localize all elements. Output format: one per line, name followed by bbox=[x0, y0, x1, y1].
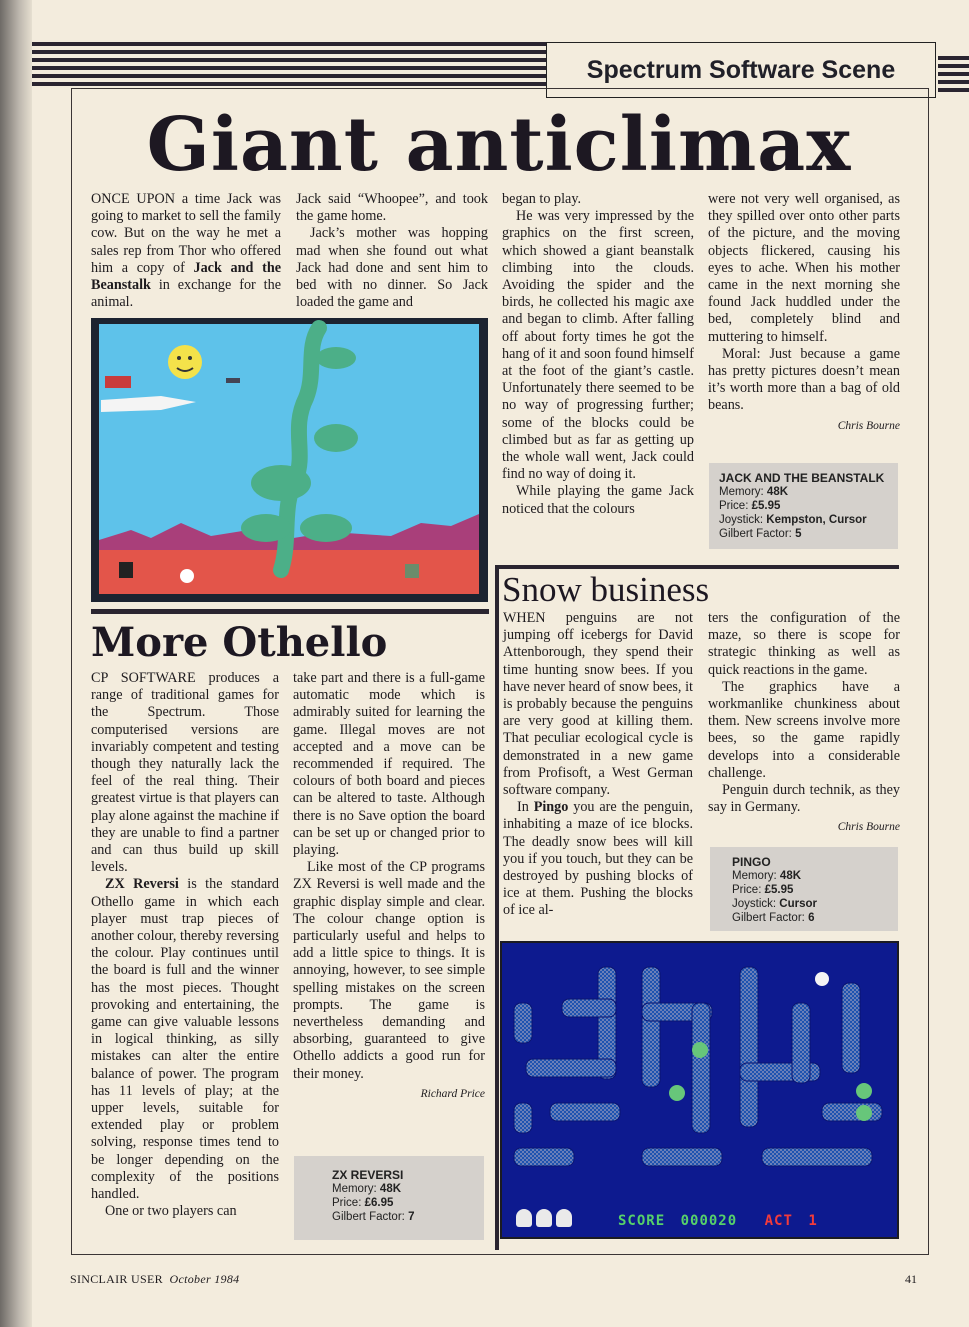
binding-shadow bbox=[0, 0, 32, 1327]
othello-game-name: ZX Reversi bbox=[105, 876, 179, 893]
penguin-life-icon bbox=[536, 1209, 552, 1227]
snow-p4: The graphics have a workmanlike chunkiness about them. New screens involve more bees, so the game rapidly develops into a considerable challenge. bbox=[708, 678, 900, 781]
pingo-box-title: PINGO bbox=[732, 855, 771, 869]
snow-heading: Snow business bbox=[502, 570, 710, 609]
othello-col-2 bbox=[293, 670, 485, 1103]
jack-p3: Jack’s mother was hopping mad when she found out what Jack had done and sent him to bed with no dinner. So Jack loaded the game and bbox=[296, 225, 488, 311]
jack-beanstalk-screenshot bbox=[91, 318, 488, 602]
header-stripes-right bbox=[938, 56, 969, 92]
snow-col-2 bbox=[708, 610, 900, 837]
footer-issue: October 1984 bbox=[169, 1272, 240, 1286]
pingo-screenshot bbox=[500, 941, 899, 1239]
jack-screen-art bbox=[91, 318, 488, 602]
score-value: 000020 bbox=[680, 1213, 738, 1229]
snow-col-1: WHEN penguins are not jumping off icebergs for David Attenborough, they spend their time hunting snow bees. If you have never heard of snow bees, it is probably because the penguins are very good at killing them. That peculiar ecological cycle is demonstrated in a new game from Profisoft, a West German software company. In Pingo you are the penguin, inhabiting a maze of ice blocks. The deadly snow bees will kill you if you touch, but they can be destroyed by pushing blocks of ice at them. Pushing the blocks of ice al- bbox=[503, 610, 693, 919]
snow-p2: you are the penguin, inhabiting a maze of ice blocks. The deadly snow bees will kill you if you touch, but they can be destroyed by pushing blocks of ice at them. Pushing the blocks of ice al- bbox=[503, 799, 693, 919]
jack-col-4 bbox=[708, 191, 900, 435]
othello-p2: is the standard Othello game in which each player must trap pieces of another colour, thereby reversing the colour. Play continues until the board is full and the winner has the most pieces. Thought provoking and entertaining, the game can give valuable lessons in logical thinking, as silly mistakes can alter the entire balance of power. The program has 11 levels of play; at the upper levels, suitable for extended play or problem solving, response times tend to be longer depending on the complexity of the positions handled. bbox=[91, 876, 280, 1203]
score-label: SCORE bbox=[618, 1213, 666, 1229]
jack-info-box: JACK AND THE BEANSTALK Memory: 48K Price: £5.95 Joystick: Kempston, Cursor Gilbert Factor: 5 bbox=[709, 463, 898, 549]
page-number: 41 bbox=[905, 1272, 917, 1286]
section-title: Spectrum Software Scene bbox=[546, 42, 936, 98]
snow-credit: Chris Bourne bbox=[837, 821, 900, 834]
penguin-life-icon bbox=[516, 1209, 532, 1227]
snow-rule bbox=[495, 565, 899, 569]
othello-heading: More Othello bbox=[91, 619, 388, 666]
pingo-memory: 48K bbox=[779, 870, 802, 882]
act-value: 1 bbox=[808, 1213, 818, 1229]
othello-col-1 bbox=[91, 670, 279, 1221]
penguin-lives bbox=[516, 1209, 572, 1227]
othello-p1: CP SOFTWARE produces a range of traditional games for the Spectrum. Those computerised versions are invariably competent and testing though they naturally lack the feel of the real thing. Their greatest virtue is that players can play alone against the machine if they are unable to find a partner and can thus build up skill levels. bbox=[91, 670, 279, 876]
jack-p6: While playing the game Jack noticed that the colours bbox=[502, 483, 694, 517]
othello-info-box: ZX REVERSI Memory: 48K Price: £6.95 Gilbert Factor: 7 bbox=[294, 1156, 484, 1240]
jack-price: £5.95 bbox=[751, 500, 781, 512]
jack-game-name: Jack and the Beanstalk bbox=[91, 259, 282, 294]
pingo-price: £5.95 bbox=[764, 884, 794, 896]
othello-p4: take part and there is a full-game automatic mode which is admirably suited for learning the game. Illegal moves are not accepted and a move can be recommended if required. The colours of both board and pieces can be altered to taste. Although there is no Save option the board can be set up or changed prior to playing. bbox=[293, 670, 485, 859]
jack-factor: 5 bbox=[795, 528, 802, 540]
jack-box-title: JACK AND THE BEANSTALK bbox=[719, 471, 885, 485]
jack-p7: were not very well organised, as they spilled over onto other parts of the picture, and the moving objects flickered, causing his eyes to ache. When his mother came in the next morning she found Jack huddled under the bed, completely blind and muttering to himself. bbox=[708, 191, 900, 345]
othello-box-title: ZX REVERSI bbox=[332, 1168, 404, 1182]
header-stripes bbox=[32, 42, 547, 90]
othello-memory: 48K bbox=[379, 1183, 402, 1195]
jack-memory: 48K bbox=[766, 486, 789, 498]
penguin-life-icon bbox=[556, 1209, 572, 1227]
snow-vertical-rule bbox=[495, 565, 499, 1250]
snow-p3: ters the configuration of the maze, so there is scope for strategic thinking as well as quick reactions in the game. bbox=[708, 610, 900, 678]
othello-price: £6.95 bbox=[364, 1197, 394, 1209]
act-label: ACT bbox=[764, 1213, 793, 1229]
jack-p4: began to play. bbox=[502, 191, 582, 207]
pingo-maze bbox=[502, 943, 897, 1203]
jack-col-1 bbox=[91, 191, 281, 311]
footer-magazine: SINCLAIR USER October 1984 bbox=[70, 1272, 240, 1286]
othello-p3: One or two players can bbox=[105, 1203, 237, 1220]
pingo-factor: 6 bbox=[808, 912, 815, 924]
othello-p5: Like most of the CP programs ZX Reversi is well made and the graphic display simple and clear. The colour change option is particularly useful and helps to add a little spice to things. It is annoying, however, to see simple spelling mistakes on the screen prompts. The game is nevertheless demanding and absorbing, guaranteed to give Othello addicts a good run for their money. bbox=[293, 859, 485, 1082]
jack-col-3 bbox=[502, 191, 694, 518]
jack-p2: Jack said “Whoopee”, and took the game home. bbox=[296, 191, 488, 225]
othello-rule bbox=[91, 609, 489, 614]
snow-game-name: Pingo bbox=[533, 799, 569, 816]
snow-p1: WHEN penguins are not jumping off icebergs for David Attenborough, they spend their time hunting snow bees. If you have never heard of snow bees, it is probably because the penguins are very good at killing them. That peculiar ecological cycle is demonstrated in a new game from Profisoft, a West German software company. bbox=[503, 610, 693, 799]
jack-col-2 bbox=[296, 191, 488, 311]
othello-credit: Richard Price bbox=[420, 1087, 485, 1100]
snow-p5: Penguin durch technik, as they say in Germany. bbox=[708, 782, 900, 816]
jack-p8: Moral: Just because a game has pretty pictures doesn’t mean it’s worth more than a bag of old beans. bbox=[708, 345, 900, 414]
pingo-score-line bbox=[618, 1213, 818, 1229]
jack-credit: Chris Bourne bbox=[837, 419, 900, 432]
pingo-joystick: Cursor bbox=[779, 898, 817, 910]
jack-intro-end: in exchange for the animal. bbox=[91, 277, 281, 311]
jack-joystick: Kempston, Cursor bbox=[766, 514, 867, 526]
jack-p5: He was very impressed by the graphics on the first screen, which showed a giant beanstalk climbing into the clouds. Avoiding the spider and the birds, he collected his magic axe and began to climb. After falling off about forty times he got the hang of it and soon found himself at the foot of the giant’s castle. Unfortunately there seemed to be no way of progressing further; some of the blocks could be climbed but as far as getting up the whole wall went, Jack could find no way of doing it. bbox=[502, 208, 694, 483]
jack-intro: ONCE UPON a time Jack was going to market to sell the family cow. But on the way he met a sales rep from Thor who offered him a copy of bbox=[91, 191, 281, 276]
pingo-info-box: PINGO Memory: 48K Price: £5.95 Joystick: Cursor Gilbert Factor: 6 bbox=[710, 847, 898, 931]
othello-factor: 7 bbox=[408, 1211, 415, 1223]
headline: Giant anticlimax bbox=[146, 102, 852, 188]
